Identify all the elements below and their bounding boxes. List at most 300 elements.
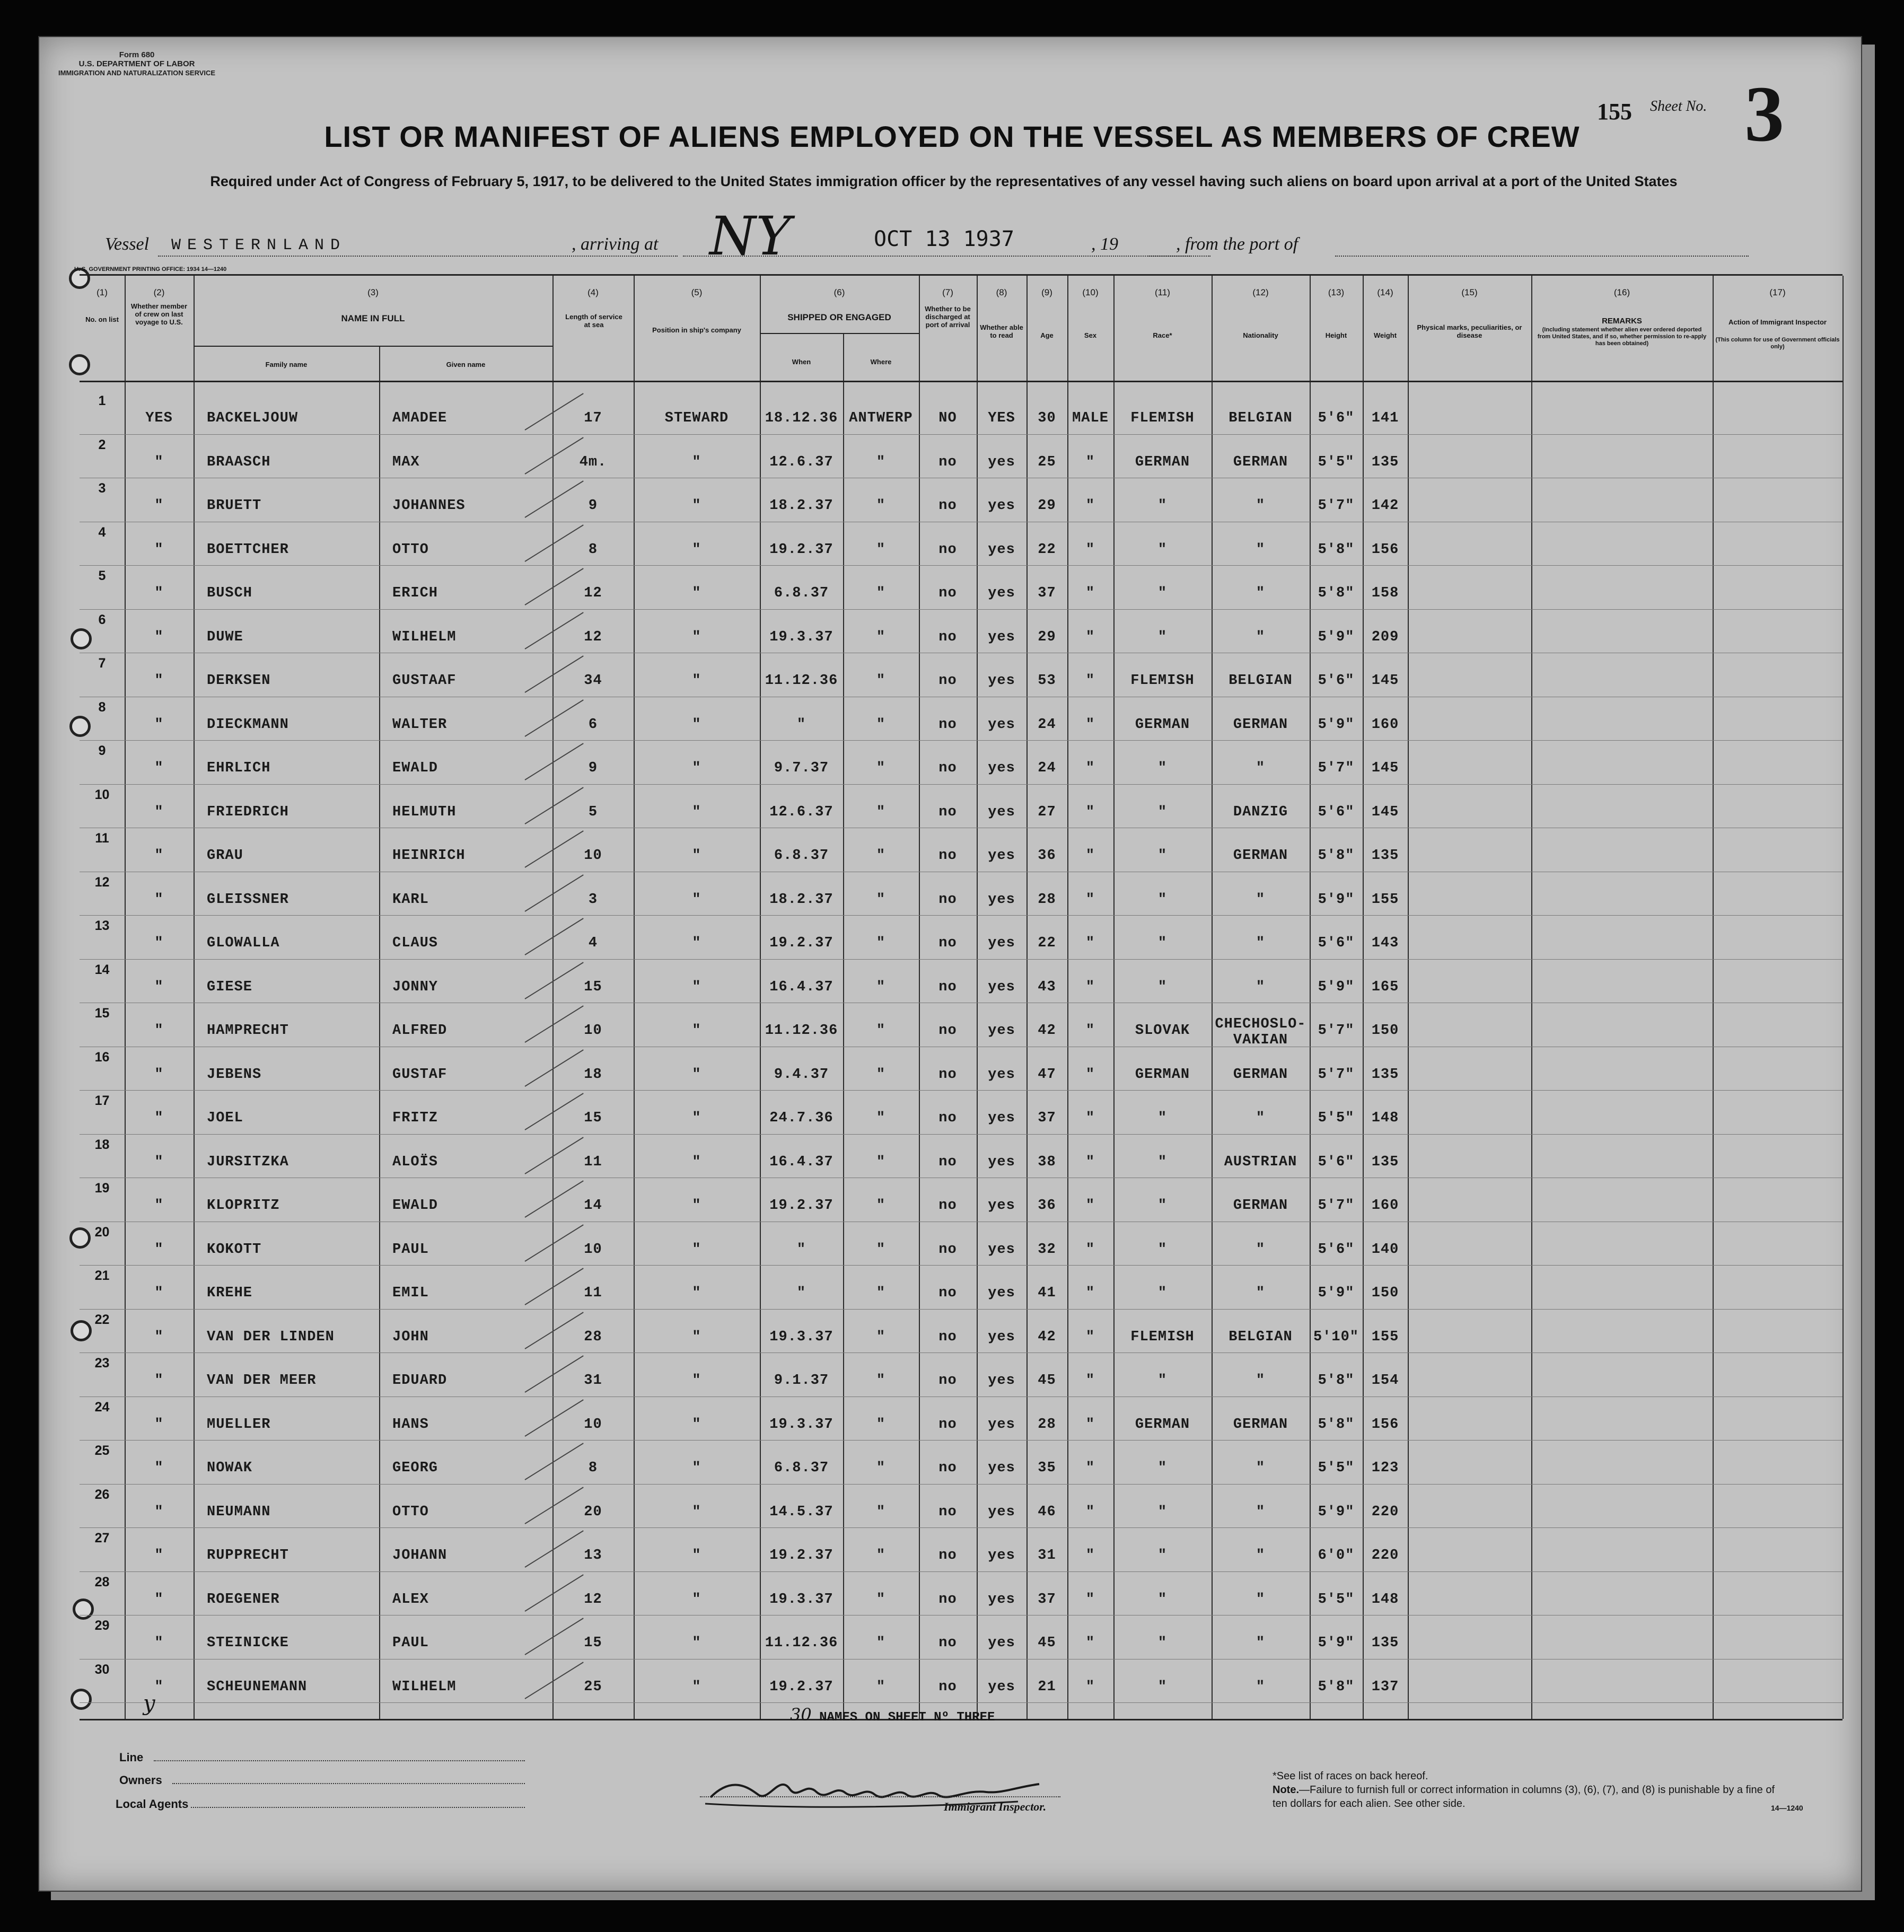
- cell-given-name: AMADEE: [392, 410, 448, 426]
- cell-sex: ": [1085, 979, 1095, 995]
- cell-service-length: 12: [584, 629, 602, 645]
- header-shipped-engaged: SHIPPED OR ENGAGED: [787, 312, 891, 322]
- cell-shipped-where: ": [876, 1241, 886, 1258]
- cell-crew-status: ": [154, 454, 164, 470]
- cell-crew-status: ": [154, 804, 164, 820]
- cell-nationality: ": [1256, 629, 1266, 645]
- header-when: When: [792, 358, 811, 366]
- cell-race: ": [1157, 1504, 1168, 1520]
- cell-nationality: ": [1256, 1679, 1266, 1695]
- cell-position: ": [692, 1460, 701, 1476]
- cell-height: 5'9": [1318, 979, 1355, 995]
- row-rule: [80, 1571, 1842, 1572]
- row-number: 2: [98, 437, 106, 452]
- cell-service-length: 18: [584, 1066, 602, 1083]
- cell-height: 5'9": [1318, 716, 1355, 733]
- cell-service-length: 8: [588, 541, 598, 558]
- cell-position: ": [692, 541, 701, 558]
- row-rule: [80, 1484, 1842, 1485]
- cell-discharged: no: [938, 1373, 957, 1389]
- cell-position: ": [692, 1198, 701, 1214]
- cell-race: SLOVAK: [1135, 1023, 1190, 1039]
- cell-family-name: EHRLICH: [207, 760, 271, 776]
- cell-age: 37: [1038, 1110, 1056, 1126]
- cell-discharged: no: [938, 629, 957, 645]
- cell-able-to-read: yes: [988, 454, 1015, 470]
- cell-position: ": [692, 1591, 701, 1608]
- cell-crew-status: ": [154, 1679, 164, 1695]
- cell-nationality: ": [1256, 1110, 1266, 1126]
- cell-race: ": [1157, 935, 1168, 951]
- cell-weight: 141: [1371, 410, 1399, 426]
- cell-race: ": [1157, 1285, 1168, 1301]
- header-where: Where: [870, 358, 892, 366]
- cell-height: 5'8": [1318, 585, 1355, 601]
- cell-shipped-where: ": [876, 1373, 886, 1389]
- cell-shipped-when: 6.8.37: [774, 848, 829, 864]
- col-num-9: (9): [1041, 287, 1052, 297]
- cell-shipped-when: 19.2.37: [769, 1198, 833, 1214]
- cell-age: 45: [1038, 1373, 1056, 1389]
- cell-able-to-read: yes: [988, 848, 1015, 864]
- header-given-name: Given name: [446, 361, 486, 368]
- names-on-sheet-total: [790, 1705, 995, 1725]
- cell-weight: 135: [1371, 454, 1399, 470]
- form-code: 14—1240: [1771, 1804, 1803, 1812]
- header-name-in-full: NAME IN FULL: [341, 313, 405, 323]
- cell-discharged: no: [938, 891, 957, 908]
- cell-discharged: no: [938, 1679, 957, 1695]
- row-number: 9: [98, 743, 106, 758]
- from-port-label: , from the port of: [1176, 234, 1298, 254]
- cell-nationality: ": [1256, 979, 1266, 995]
- header-age: Age: [1040, 331, 1054, 339]
- cell-crew-status: ": [154, 979, 164, 995]
- cell-discharged: no: [938, 1198, 957, 1214]
- cell-sex: ": [1085, 848, 1095, 864]
- cell-able-to-read: yes: [988, 585, 1015, 601]
- cell-age: 53: [1038, 673, 1056, 689]
- cell-weight: 160: [1371, 716, 1399, 733]
- cell-given-name: ALOÏS: [392, 1154, 438, 1170]
- row-rule: [80, 434, 1842, 435]
- cell-sex: MALE: [1072, 410, 1109, 426]
- cell-crew-status: ": [154, 1110, 164, 1126]
- cell-shipped-when: 18.12.36: [765, 410, 838, 426]
- cell-shipped-where: ": [876, 1635, 886, 1651]
- cell-position: ": [692, 1416, 701, 1433]
- row-rule: [80, 740, 1842, 741]
- cell-given-name: PAUL: [392, 1635, 429, 1651]
- cell-nationality: ": [1256, 1460, 1266, 1476]
- owners-field[interactable]: [172, 1783, 525, 1784]
- cell-weight: 165: [1371, 979, 1399, 995]
- cell-shipped-where: ": [876, 1110, 886, 1126]
- cell-nationality: ": [1256, 1591, 1266, 1608]
- cell-shipped-where: ": [876, 585, 886, 601]
- cell-height: 5'9": [1318, 629, 1355, 645]
- row-rule: [80, 959, 1842, 960]
- col-num-5: (5): [691, 287, 703, 297]
- cell-crew-status: ": [154, 760, 164, 776]
- row-number: 12: [94, 874, 110, 890]
- cell-shipped-where: ": [876, 979, 886, 995]
- col-num-12: (12): [1252, 287, 1269, 297]
- cell-shipped-where: ": [876, 891, 886, 908]
- cell-race: ": [1157, 760, 1168, 776]
- cell-weight: 156: [1371, 541, 1399, 558]
- cell-nationality: DANZIG: [1233, 804, 1288, 820]
- cell-weight: 154: [1371, 1373, 1399, 1389]
- cell-sex: ": [1085, 673, 1095, 689]
- cell-position: ": [692, 1023, 701, 1039]
- cell-sex: ": [1085, 1154, 1095, 1170]
- cell-family-name: RUPPRECHT: [207, 1548, 289, 1564]
- cell-position: ": [692, 1329, 701, 1345]
- cell-able-to-read: yes: [988, 1679, 1015, 1695]
- cell-position: ": [692, 848, 701, 864]
- col-num-15: (15): [1461, 287, 1478, 297]
- cell-shipped-where: ": [876, 804, 886, 820]
- row-number: 26: [94, 1487, 110, 1502]
- cell-shipped-where: ": [876, 1679, 886, 1695]
- cell-position: ": [692, 1154, 701, 1170]
- cell-crew-status: ": [154, 1154, 164, 1170]
- col-num-8: (8): [996, 287, 1007, 297]
- row-number: 1: [98, 393, 106, 408]
- cell-age: 24: [1038, 760, 1056, 776]
- cell-race: ": [1157, 1548, 1168, 1564]
- cell-age: 30: [1038, 410, 1056, 426]
- cell-sex: ": [1085, 1110, 1095, 1126]
- cell-family-name: BRAASCH: [207, 454, 271, 470]
- cell-position: ": [692, 454, 701, 470]
- header-position: Position in ship's company: [652, 326, 741, 334]
- cell-crew-status: ": [154, 935, 164, 951]
- cell-shipped-where: ": [876, 935, 886, 951]
- header-discharged: Whether to be discharged at port of arrival: [925, 305, 971, 329]
- cell-crew-status: ": [154, 673, 164, 689]
- cell-race: ": [1157, 585, 1168, 601]
- cell-race: ": [1157, 1679, 1168, 1695]
- cell-family-name: DERKSEN: [207, 673, 271, 689]
- cell-family-name: DUWE: [207, 629, 243, 645]
- cell-race: GERMAN: [1135, 1066, 1190, 1083]
- col-num-2: (2): [153, 287, 165, 297]
- cell-weight: 137: [1371, 1679, 1399, 1695]
- cell-position: ": [692, 979, 701, 995]
- cell-race: FLEMISH: [1130, 410, 1195, 426]
- department-name: U.S. DEPARTMENT OF LABOR: [78, 59, 195, 68]
- cell-discharged: NO: [938, 410, 957, 426]
- arriving-port: NY: [709, 205, 791, 267]
- cell-given-name: HELMUTH: [392, 804, 457, 820]
- col-num-3: (3): [367, 287, 379, 297]
- cell-shipped-where: ": [876, 760, 886, 776]
- header-remarks: REMARKS: [1602, 317, 1642, 326]
- cell-discharged: no: [938, 541, 957, 558]
- cell-discharged: no: [938, 1460, 957, 1476]
- cell-age: 36: [1038, 1198, 1056, 1214]
- cell-shipped-where: ": [876, 1285, 886, 1301]
- cell-family-name: BUSCH: [207, 585, 253, 601]
- cell-discharged: no: [938, 1023, 957, 1039]
- cell-able-to-read: yes: [988, 1329, 1015, 1345]
- cell-given-name: ALFRED: [392, 1023, 448, 1039]
- sheet-stamp-number: 155: [1597, 99, 1632, 125]
- cell-shipped-where: ": [876, 1023, 886, 1039]
- cell-sex: ": [1085, 1023, 1095, 1039]
- cell-given-name: EMIL: [392, 1285, 429, 1301]
- cell-family-name: VAN DER LINDEN: [207, 1329, 335, 1345]
- cell-weight: 156: [1371, 1416, 1399, 1433]
- cell-nationality: ": [1256, 1635, 1266, 1651]
- cell-service-length: 11: [584, 1285, 602, 1301]
- cell-service-length: 12: [584, 585, 602, 601]
- crew-tally-mark: y: [143, 1691, 155, 1716]
- cell-sex: ": [1085, 804, 1095, 820]
- cell-nationality: ": [1256, 1373, 1266, 1389]
- cell-given-name: WILHELM: [392, 1679, 457, 1695]
- cell-family-name: SCHEUNEMANN: [207, 1679, 308, 1695]
- cell-given-name: ALEX: [392, 1591, 429, 1608]
- cell-weight: 143: [1371, 935, 1399, 951]
- cell-height: 5'6": [1318, 935, 1355, 951]
- cell-service-length: 31: [584, 1373, 602, 1389]
- sheet-number: 3: [1744, 70, 1784, 158]
- cell-shipped-when: 19.3.37: [769, 1416, 833, 1433]
- cell-shipped-where: ": [876, 1066, 886, 1083]
- cell-family-name: JEBENS: [207, 1066, 262, 1083]
- cell-able-to-read: yes: [988, 629, 1015, 645]
- cell-weight: 142: [1371, 498, 1399, 514]
- cell-race: ": [1157, 498, 1168, 514]
- cell-height: 5'6": [1318, 673, 1355, 689]
- cell-discharged: no: [938, 673, 957, 689]
- cell-shipped-where: ": [876, 629, 886, 645]
- cell-able-to-read: yes: [988, 1154, 1015, 1170]
- cell-able-to-read: yes: [988, 1635, 1015, 1651]
- cell-height: 5'7": [1318, 1023, 1355, 1039]
- cell-given-name: WALTER: [392, 716, 448, 733]
- cell-sex: ": [1085, 1329, 1095, 1345]
- row-rule: [80, 565, 1842, 566]
- crew-manifest-table: [80, 274, 1842, 1720]
- row-number: 22: [94, 1312, 110, 1327]
- cell-discharged: no: [938, 1110, 957, 1126]
- cell-able-to-read: yes: [988, 498, 1015, 514]
- cell-age: 37: [1038, 1591, 1056, 1608]
- cell-position: ": [692, 935, 701, 951]
- cell-nationality: GERMAN: [1233, 1066, 1288, 1083]
- cell-race: FLEMISH: [1130, 673, 1195, 689]
- cell-discharged: no: [938, 1504, 957, 1520]
- sheet-number-label: Sheet No.: [1650, 98, 1707, 115]
- cell-race: ": [1157, 629, 1168, 645]
- cell-service-length: 15: [584, 1635, 602, 1651]
- cell-able-to-read: yes: [988, 935, 1015, 951]
- row-number: 18: [94, 1137, 110, 1152]
- cell-given-name: GUSTAAF: [392, 673, 457, 689]
- cell-age: 45: [1038, 1635, 1056, 1651]
- cell-discharged: no: [938, 760, 957, 776]
- cell-crew-status: ": [154, 848, 164, 864]
- cell-service-length: 9: [588, 498, 598, 514]
- cell-crew-status: ": [154, 1023, 164, 1039]
- header-action-note: (This column for use of Government officials only): [1715, 337, 1840, 350]
- penalty-note: [1273, 1769, 1782, 1811]
- cell-nationality: CHECHOSLO-VAKIAN: [1215, 1016, 1306, 1048]
- row-number: 15: [94, 1006, 110, 1021]
- cell-given-name: HEINRICH: [392, 848, 466, 864]
- cell-shipped-where: ": [876, 1460, 886, 1476]
- cell-height: 5'5": [1318, 1591, 1355, 1608]
- cell-sex: ": [1085, 1460, 1095, 1476]
- cell-shipped-when: 19.3.37: [769, 1591, 833, 1608]
- cell-service-length: 10: [584, 848, 602, 864]
- cell-shipped-when: 18.2.37: [769, 891, 833, 908]
- col-num-17: (17): [1769, 287, 1786, 297]
- cell-shipped-when: 11.12.36: [765, 1635, 838, 1651]
- cell-discharged: no: [938, 454, 957, 470]
- cell-discharged: no: [938, 935, 957, 951]
- row-number: 11: [95, 831, 109, 846]
- row-rule: [80, 1134, 1842, 1135]
- cell-nationality: ": [1256, 935, 1266, 951]
- header-able-to-read: Whether able to read: [980, 323, 1023, 339]
- cell-service-length: 10: [584, 1416, 602, 1433]
- cell-position: ": [692, 891, 701, 908]
- header-race: Race*: [1153, 331, 1172, 339]
- cell-shipped-where: ": [876, 1591, 886, 1608]
- cell-position: ": [692, 1285, 701, 1301]
- cell-age: 35: [1038, 1460, 1056, 1476]
- cell-given-name: ERICH: [392, 585, 438, 601]
- row-number: 5: [98, 568, 106, 583]
- cell-crew-status: ": [154, 1460, 164, 1476]
- cell-race: ": [1157, 891, 1168, 908]
- cell-shipped-when: 6.8.37: [774, 585, 829, 601]
- cell-age: 36: [1038, 848, 1056, 864]
- cell-shipped-where: ": [876, 1154, 886, 1170]
- cell-able-to-read: yes: [988, 1285, 1015, 1301]
- cell-service-length: 5: [588, 804, 598, 820]
- cell-discharged: no: [938, 1416, 957, 1433]
- cell-given-name: CLAUS: [392, 935, 438, 951]
- cell-race: ": [1157, 1460, 1168, 1476]
- cell-discharged: no: [938, 585, 957, 601]
- cell-family-name: KOKOTT: [207, 1241, 262, 1258]
- cell-given-name: GUSTAF: [392, 1066, 448, 1083]
- cell-nationality: GERMAN: [1233, 716, 1288, 733]
- cell-given-name: JOHANN: [392, 1548, 448, 1564]
- cell-discharged: no: [938, 1329, 957, 1345]
- cell-service-length: 8: [588, 1460, 598, 1476]
- cell-given-name: JONNY: [392, 979, 438, 995]
- cell-sex: ": [1085, 454, 1095, 470]
- service-name: IMMIGRATION AND NATURALIZATION SERVICE: [58, 69, 216, 77]
- cell-discharged: no: [938, 1154, 957, 1170]
- cell-able-to-read: yes: [988, 760, 1015, 776]
- row-number: 21: [94, 1268, 110, 1283]
- cell-nationality: ": [1256, 498, 1266, 514]
- cell-crew-status: ": [154, 1373, 164, 1389]
- cell-family-name: GLEISSNER: [207, 891, 289, 908]
- cell-position: ": [692, 1066, 701, 1083]
- cell-shipped-when: 19.3.37: [769, 629, 833, 645]
- cell-discharged: no: [938, 848, 957, 864]
- cell-service-length: 3: [588, 891, 598, 908]
- cell-weight: 148: [1371, 1591, 1399, 1608]
- note-label: Note.: [1273, 1784, 1299, 1796]
- cell-crew-status: ": [154, 1198, 164, 1214]
- row-number: 3: [98, 481, 106, 496]
- cell-nationality: ": [1256, 891, 1266, 908]
- row-rule: [80, 784, 1842, 785]
- cell-position: ": [692, 1241, 701, 1258]
- cell-shipped-when: 9.4.37: [774, 1066, 829, 1083]
- row-number: 30: [94, 1662, 110, 1677]
- cell-height: 5'9": [1318, 1285, 1355, 1301]
- cell-able-to-read: YES: [988, 410, 1015, 426]
- row-rule: [80, 1527, 1842, 1528]
- cell-nationality: BELGIAN: [1229, 410, 1293, 426]
- cell-shipped-when: 12.6.37: [769, 804, 833, 820]
- cell-crew-status: ": [154, 1504, 164, 1520]
- cell-sex: ": [1085, 498, 1095, 514]
- cell-race: ": [1157, 1635, 1168, 1651]
- cell-position: STEWARD: [664, 410, 729, 426]
- cell-weight: 145: [1371, 804, 1399, 820]
- local-agents-label: Local Agents: [116, 1797, 189, 1811]
- cell-sex: ": [1085, 1591, 1095, 1608]
- local-agents-field[interactable]: [191, 1807, 525, 1808]
- row-number: 16: [94, 1049, 110, 1065]
- cell-age: 29: [1038, 498, 1056, 514]
- cell-family-name: BOETTCHER: [207, 541, 289, 558]
- cell-sex: ": [1085, 760, 1095, 776]
- row-number: 10: [94, 787, 110, 802]
- cell-shipped-when: 19.2.37: [769, 541, 833, 558]
- cell-shipped-where: ": [876, 1548, 886, 1564]
- cell-age: 28: [1038, 891, 1056, 908]
- cell-service-length: 10: [584, 1023, 602, 1039]
- cell-position: ": [692, 1679, 701, 1695]
- cell-sex: ": [1085, 1198, 1095, 1214]
- cell-able-to-read: yes: [988, 1373, 1015, 1389]
- cell-shipped-when: 9.1.37: [774, 1373, 829, 1389]
- cell-weight: 135: [1371, 1066, 1399, 1083]
- row-number: 6: [98, 612, 106, 627]
- cell-age: 22: [1038, 541, 1056, 558]
- cell-able-to-read: yes: [988, 1416, 1015, 1433]
- cell-able-to-read: yes: [988, 1504, 1015, 1520]
- cell-shipped-when: 18.2.37: [769, 498, 833, 514]
- cell-given-name: EDUARD: [392, 1373, 448, 1389]
- row-number: 19: [94, 1181, 110, 1196]
- cell-family-name: NEUMANN: [207, 1504, 271, 1520]
- form-subtitle: Required under Act of Congress of February 5, 1917, to be delivered to the United States immigration officer by the representatives of any vessel having such aliens on board upon arrival at a port of the United States: [210, 173, 1678, 189]
- cell-shipped-when: 11.12.36: [765, 673, 838, 689]
- cell-family-name: BACKELJOUW: [207, 410, 299, 426]
- line-field[interactable]: [154, 1760, 525, 1761]
- header-physical-marks: Physical marks, peculiarities, or disease: [1417, 323, 1522, 339]
- cell-family-name: HAMPRECHT: [207, 1023, 289, 1039]
- header-sex: Sex: [1084, 331, 1097, 339]
- cell-nationality: ": [1256, 541, 1266, 558]
- row-rule: [80, 609, 1842, 610]
- cell-weight: 155: [1371, 1329, 1399, 1345]
